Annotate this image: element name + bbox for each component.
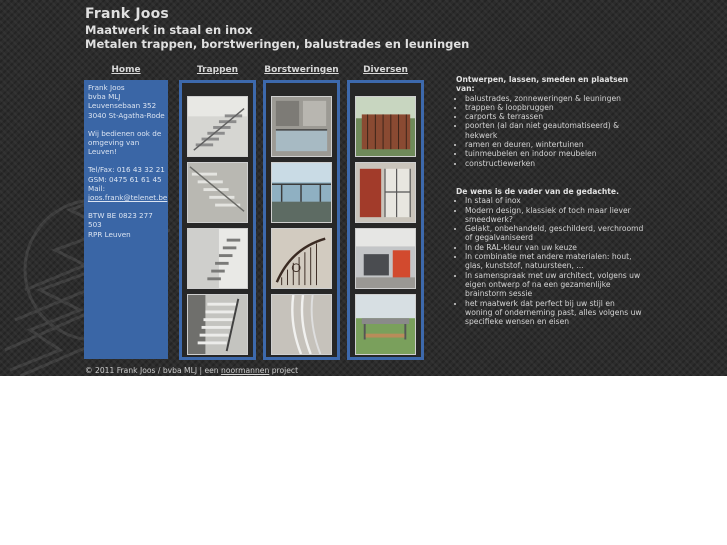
list-item: • balustrades, zonneweringen & leuningen [465,94,644,103]
thumb-diversen-3[interactable] [355,228,416,289]
staircase-photo-icon [188,229,247,288]
list-item: • constructiewerken [465,159,644,168]
garden-table-photo-icon [356,295,415,354]
list-item: • In samenspraak met uw architect, volgens uw eigen ontwerp of na een gezamenlijke brainstorm sessie [465,271,644,299]
thumb-trappen-3[interactable] [187,228,248,289]
list-item: • het maatwerk dat perfect bij uw stijl en woning of onderneming past, alles volgens uw specifieke wensen en eisen [465,299,644,327]
nav-borstweringen-link[interactable]: Borstweringen [264,65,339,75]
contact-city: 3040 St-Agatha-Rode [88,110,165,120]
contact-service-area: Wij bedienen ook de omgeving van Leuven! [88,128,162,157]
pergola-photo-icon [356,163,415,222]
staircase-photo-icon [188,97,247,156]
thumb-borstweringen-4[interactable] [271,294,332,355]
staircase-photo-icon [188,295,247,354]
wishes-heading: De wens is de vader van de gedachte. [456,187,619,196]
thumb-borstweringen-3[interactable] [271,228,332,289]
contact-street: Leuvensebaan 352 [88,101,157,111]
site-title: Frank Joos [85,6,169,22]
list-item: • carports & terrassen [465,112,644,121]
gate-photo-icon [356,97,415,156]
site-subtitle: Maatwerk in staal en inox [85,23,253,37]
nav-trappen-link[interactable]: Trappen [196,65,239,75]
thumb-trappen-4[interactable] [187,294,248,355]
staircase-photo-icon [188,163,247,222]
kitchen-photo-icon [356,229,415,288]
thumb-diversen-4[interactable] [355,294,416,355]
nav-home-link[interactable]: Home [111,65,141,75]
wishes-list [456,196,644,326]
site-subtitle-secondary: Metalen trappen, borstweringen, balustrades en leuningen [85,37,470,51]
steel-railing-photo-icon [272,295,331,354]
list-item: • In staal of inox [465,196,644,205]
list-item: • trappen & loopbruggen [465,103,644,112]
footer-suffix: project [271,366,299,375]
list-item: • poorten (al dan niet geautomatiseerd) & hekwerk [465,121,644,140]
contact-telfax: Tel/Fax: 016 43 32 21 [88,165,165,175]
thumb-diversen-2[interactable] [355,162,416,223]
list-item: • tuinmeubelen en indoor meubelen [465,149,644,158]
contact-rpr: RPR Leuven [88,229,131,239]
contact-panel [84,80,168,359]
list-item: • In combinatie met andere materialen: hout, glas, kunststof, natuursteen, ... [465,252,644,271]
services-heading: Ontwerpen, lassen, smeden en plaatsen van: [456,75,629,94]
list-item: • ramen en deuren, wintertuinen [465,140,644,149]
wrought-iron-railing-photo-icon [272,229,331,288]
list-item: • In de RAL-kleur van uw keuze [465,243,644,252]
list-item: • Gelakt, onbehandeld, geschilderd, verchroomd of gegalvaniseerd [465,224,644,243]
balcony-photo-icon [272,97,331,156]
glass-railing-photo-icon [272,163,331,222]
footer-copyright: © 2011 Frank Joos / bvba MLJ | een [85,366,219,375]
thumb-borstweringen-1[interactable] [271,96,332,157]
footer [85,366,298,375]
services-list [456,94,644,168]
footer-noormannen-link[interactable]: noormannen [221,366,270,375]
contact-company: bvba MLJ [88,92,121,102]
contact-name: Frank Joos [88,83,125,92]
contact-btw: BTW BE 0823 277 503 [88,211,153,230]
gallery-borstweringen [263,80,340,360]
thumb-trappen-2[interactable] [187,162,248,223]
gallery-diversen [347,80,424,360]
contact-email-link[interactable]: joos.frank@telenet.be [88,193,168,203]
contact-gsm: GSM: 0475 61 61 45 [88,174,162,184]
wishes-section [456,187,644,326]
services-section [456,75,644,168]
thumb-diversen-1[interactable] [355,96,416,157]
thumb-borstweringen-2[interactable] [271,162,332,223]
gallery-trappen [179,80,256,360]
list-item: • Modern design, klassiek of toch maar liever smeedwerk? [465,206,644,225]
contact-mail-label: Mail: [88,183,106,193]
nav-diversen-link[interactable]: Diversen [363,65,408,75]
thumb-trappen-1[interactable] [187,96,248,157]
